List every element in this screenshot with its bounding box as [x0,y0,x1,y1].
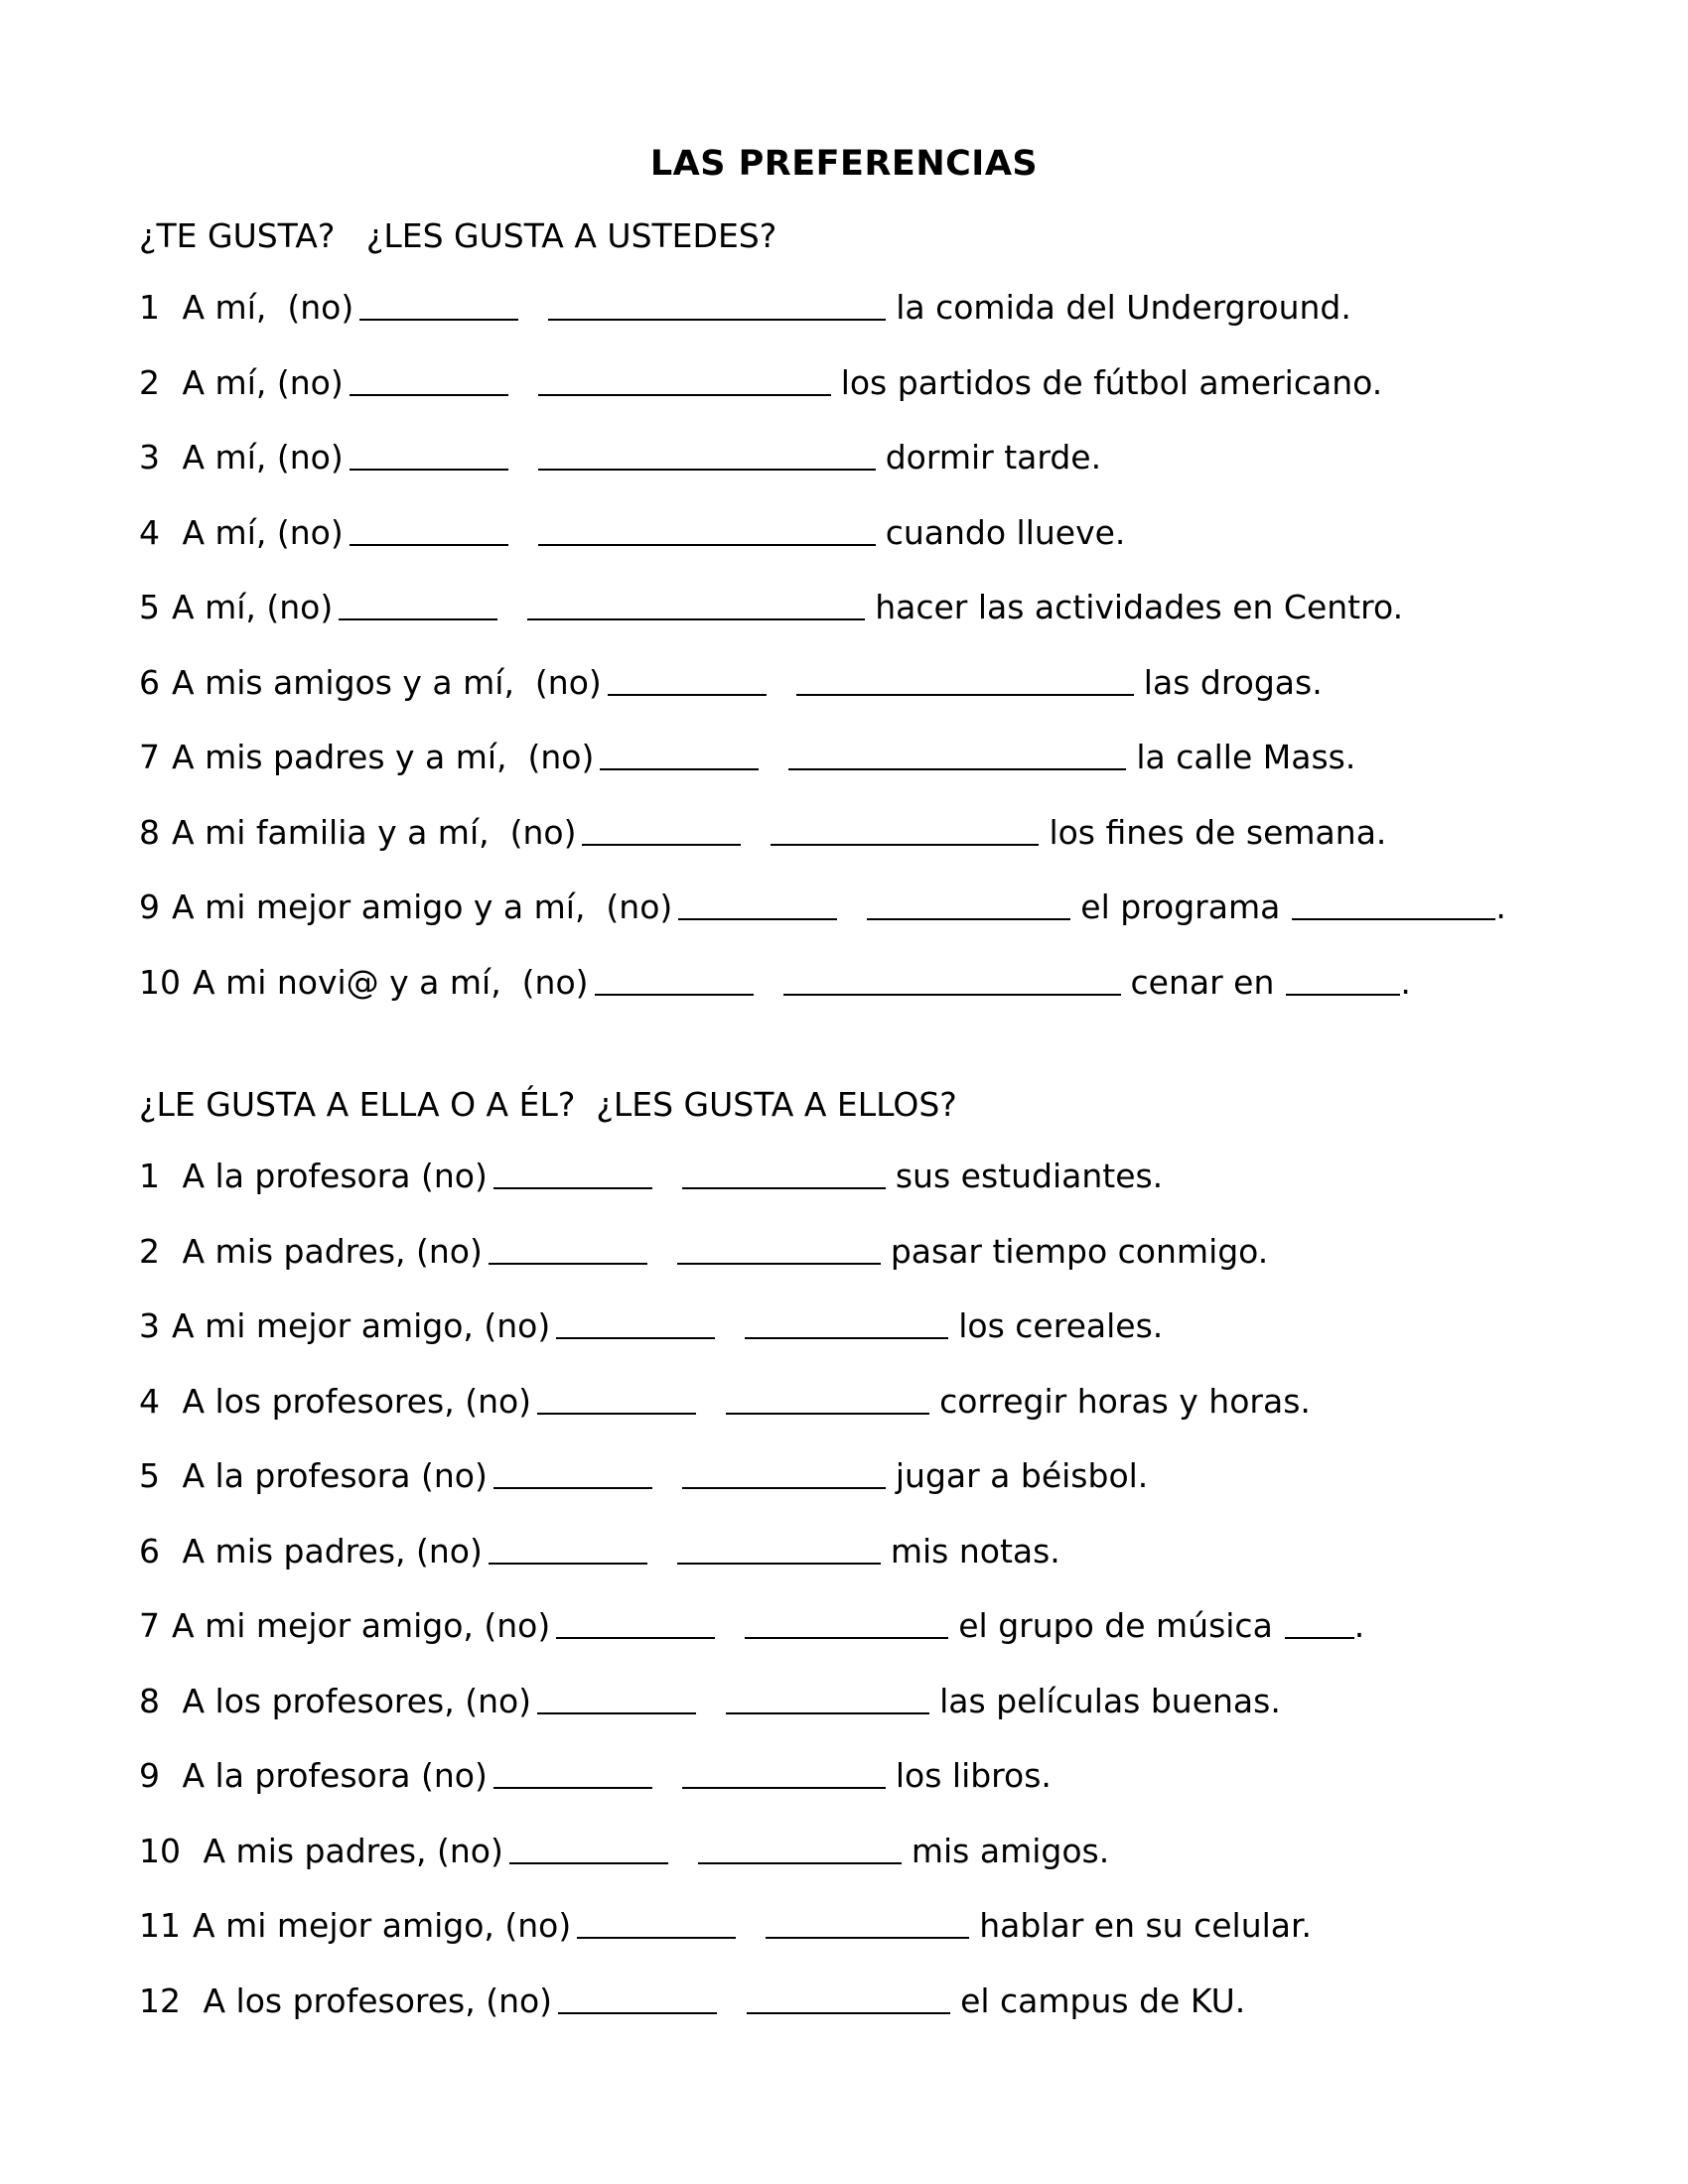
verb-blank[interactable] [745,1636,948,1639]
item-suffix: la comida del Underground. [896,288,1351,327]
exercise-item [139,363,1382,413]
period: . [1353,1606,1365,1645]
item-suffix: mis amigos. [911,1831,1110,1870]
item-suffix: mis notas. [890,1531,1060,1570]
verb-blank[interactable] [682,1786,886,1789]
item-prefix: A la profesora (no) [172,1456,488,1495]
pronoun-blank[interactable] [678,917,837,920]
item-suffix: las drogas. [1143,662,1323,702]
verb-blank[interactable] [726,1711,929,1714]
verb-blank[interactable] [538,393,831,396]
exercise-item [139,1906,1312,1956]
item-number: 12 [139,1980,181,2020]
item-suffix: los libros. [895,1756,1052,1795]
pronoun-blank[interactable] [582,843,741,846]
item-number: 9 [139,887,160,926]
page-title: LAS PREFERENCIAS [649,144,1039,184]
exercise-item [139,1832,1109,1881]
item-number: 7 [139,738,160,776]
item-suffix: hablar en su celular. [979,1906,1313,1945]
pronoun-blank[interactable] [509,1861,668,1864]
exercise-item [139,1532,1060,1581]
exercise-item [139,1157,1163,1206]
exercise-item [139,1981,1245,2031]
exercise-item [139,1232,1268,1282]
item-prefix: A mí, (no) [172,438,344,477]
pronoun-blank[interactable] [489,1262,647,1265]
item-number: 10 [139,1831,181,1870]
verb-blank[interactable] [548,318,886,321]
exercise-item [139,663,1323,713]
item-number: 2 [139,1231,160,1271]
item-number: 8 [139,1681,160,1720]
item-number: 9 [139,1756,160,1795]
item-prefix: A mi mejor amigo, (no) [172,1306,551,1345]
item-prefix: A mi mejor amigo, (no) [172,1606,551,1645]
item-number: 4 [139,512,160,552]
pronoun-blank[interactable] [493,1486,652,1489]
verb-blank[interactable] [538,543,876,546]
item-number: 8 [139,812,160,852]
pronoun-blank[interactable] [339,617,497,620]
item-number: 6 [139,662,160,702]
item-prefix: A mi mejor amigo y a mí, (no) [172,887,673,926]
item-prefix: A los profesores, (no) [172,1381,532,1421]
item-suffix: sus estudiantes. [895,1157,1164,1195]
extra-blank[interactable] [1292,917,1495,920]
item-suffix: corregir horas y horas. [939,1381,1311,1421]
item-number: 1 [139,288,160,327]
exercise-item [139,288,1351,338]
item-prefix: A los profesores, (no) [172,1681,532,1720]
exercise-item [139,1606,1364,1656]
item-number: 11 [139,1906,181,1945]
pronoun-blank[interactable] [537,1412,696,1415]
pronoun-blank[interactable] [537,1711,696,1714]
item-suffix: las películas buenas. [939,1681,1281,1720]
extra-blank[interactable] [1286,993,1400,996]
item-suffix: los partidos de fútbol americano. [840,362,1383,402]
pronoun-blank[interactable] [556,1636,715,1639]
exercise-item [139,1756,1052,1806]
item-prefix: A mis padres, (no) [193,1831,503,1870]
item-suffix: cuando llueve. [885,512,1126,552]
exercise-item [139,1382,1311,1432]
item-suffix: jugar a béisbol. [895,1456,1149,1495]
item-suffix: los fines de semana. [1049,812,1387,852]
item-suffix: cenar en [1130,962,1275,1002]
item-suffix: los cereales. [958,1306,1164,1345]
item-suffix: el campus de KU. [960,1980,1246,2020]
pronoun-blank[interactable] [558,2011,717,2014]
item-prefix: A mis padres, (no) [172,1531,483,1570]
extra-blank[interactable] [1285,1636,1354,1639]
exercise-item [139,813,1386,863]
exercise-item [139,738,1355,787]
pronoun-blank[interactable] [493,1786,652,1789]
exercise-item [139,1682,1281,1731]
item-number: 2 [139,362,160,402]
item-number: 5 [139,1456,160,1495]
item-number: 4 [139,1381,160,1421]
item-prefix: A mis padres, (no) [172,1231,483,1271]
item-suffix: el programa [1080,887,1281,926]
item-prefix: A mí, (no) [172,288,354,327]
exercise-item [139,438,1101,487]
verb-blank[interactable] [745,1336,948,1339]
pronoun-blank[interactable] [350,468,508,471]
verb-blank[interactable] [747,2011,950,2014]
section-1-header: ¿TE GUSTA? ¿LES GUSTA A USTEDES? [139,216,777,255]
pronoun-blank[interactable] [489,1562,647,1565]
item-prefix: A la profesora (no) [172,1756,488,1795]
item-number: 7 [139,1606,160,1645]
pronoun-blank[interactable] [595,993,754,996]
verb-blank[interactable] [783,993,1121,996]
verb-blank[interactable] [788,767,1126,770]
verb-blank[interactable] [527,617,865,620]
pronoun-blank[interactable] [350,393,508,396]
item-prefix: A mí, (no) [172,588,334,626]
pronoun-blank[interactable] [493,1186,652,1189]
verb-blank[interactable] [766,1936,969,1939]
pronoun-blank[interactable] [600,767,759,770]
item-prefix: A los profesores, (no) [193,1980,553,2020]
exercise-item [139,963,1411,1013]
item-suffix: pasar tiempo conmigo. [890,1231,1269,1271]
item-suffix: la calle Mass. [1136,738,1356,776]
verb-blank[interactable] [796,693,1134,696]
verb-blank[interactable] [682,1186,886,1189]
item-prefix: A mis padres y a mí, (no) [172,738,595,776]
period: . [1495,887,1506,926]
pronoun-blank[interactable] [608,693,767,696]
item-prefix: A mi familia y a mí, (no) [172,812,577,852]
verb-blank[interactable] [677,1562,881,1565]
item-suffix: el grupo de música [958,1606,1273,1645]
exercise-item [139,1456,1148,1506]
item-suffix: hacer las actividades en Centro. [875,588,1404,626]
pronoun-blank[interactable] [556,1336,715,1339]
item-number: 3 [139,438,160,477]
item-prefix: A mis amigos y a mí, (no) [172,662,602,702]
item-number: 3 [139,1306,160,1345]
verb-blank[interactable] [682,1486,886,1489]
exercise-item [139,887,1506,937]
section-2-header: ¿LE GUSTA A ELLA O A ÉL? ¿LES GUSTA A ELLOS? [139,1085,957,1124]
item-prefix: A mí, (no) [172,362,344,402]
item-prefix: A la profesora (no) [172,1157,488,1195]
item-number: 6 [139,1531,160,1570]
item-prefix: A mi novi@ y a mí, (no) [193,962,589,1002]
item-prefix: A mí, (no) [172,512,344,552]
verb-blank[interactable] [867,917,1070,920]
item-number: 1 [139,1157,160,1195]
item-suffix: dormir tarde. [885,438,1102,477]
item-number: 10 [139,962,181,1002]
exercise-item [139,1306,1163,1356]
period: . [1400,962,1411,1002]
verb-blank[interactable] [726,1412,929,1415]
pronoun-blank[interactable] [577,1936,736,1939]
item-prefix: A mi mejor amigo, (no) [193,1906,572,1945]
pronoun-blank[interactable] [350,543,508,546]
exercise-item [139,513,1125,563]
verb-blank[interactable] [677,1262,881,1265]
pronoun-blank[interactable] [359,318,518,321]
item-number: 5 [139,588,160,626]
verb-blank[interactable] [698,1861,902,1864]
exercise-item [139,588,1403,637]
verb-blank[interactable] [538,468,876,471]
verb-blank[interactable] [771,843,1039,846]
